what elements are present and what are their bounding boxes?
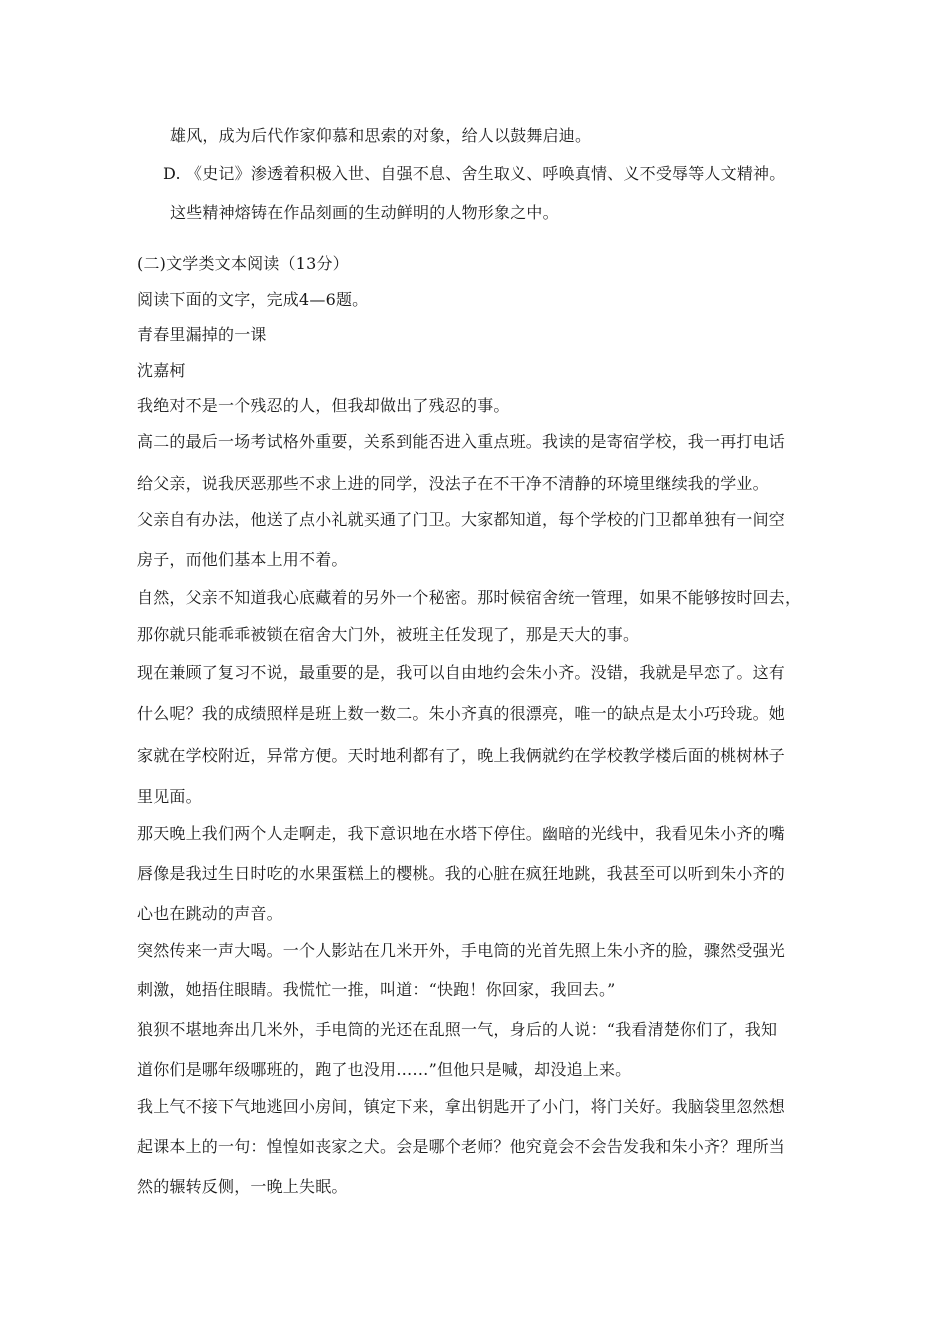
- section-heading: (二)文学类文本阅读（13分）: [137, 254, 349, 273]
- story-author: 沈嘉柯: [137, 361, 186, 380]
- story-title: 青春里漏掉的一课: [137, 325, 267, 344]
- story-line: 我绝对不是一个残忍的人，但我却做出了残忍的事。: [137, 396, 510, 415]
- story-line: 高二的最后一场考试格外重要，关系到能否进入重点班。我读的是寄宿学校，我一再打电话: [137, 432, 786, 451]
- story-line: 那你就只能乖乖被锁在宿舍大门外，被班主任发现了，那是天大的事。: [137, 625, 640, 644]
- option-d-line-2: 这些精神熔铸在作品刻画的生动鲜明的人物形象之中。: [170, 203, 559, 222]
- story-line: 我上气不接下气地逃回小房间，镇定下来，拿出钥匙开了小门，将门关好。我脑袋里忽然想: [137, 1097, 786, 1116]
- reading-instruction: 阅读下面的文字，完成4—6题。: [137, 290, 369, 309]
- story-line: 起课本上的一句：惶惶如丧家之犬。会是哪个老师？他究竟会不会告发我和朱小齐？理所当: [137, 1137, 786, 1156]
- story-line: 唇像是我过生日时吃的水果蛋糕上的樱桃。我的心脏在疯狂地跳，我甚至可以听到朱小齐的: [137, 864, 786, 883]
- story-line: 给父亲，说我厌恶那些不求上进的同学，没法子在不干净不清静的环境里继续我的学业。: [137, 474, 769, 493]
- option-c-continued: 雄风，成为后代作家仰慕和思索的对象，给人以鼓舞启迪。: [170, 126, 592, 145]
- story-line: 刺激，她捂住眼睛。我慌忙一推，叫道：“快跑！你回家，我回去。”: [137, 980, 616, 999]
- story-line: 狼狈不堪地奔出几米外，手电筒的光还在乱照一气，身后的人说：“我看清楚你们了，我知: [137, 1020, 778, 1039]
- story-line: 现在兼顾了复习不说，最重要的是，我可以自由地约会朱小齐。没错，我就是早恋了。这有: [137, 663, 786, 682]
- story-line: 突然传来一声大喝。一个人影站在几米开外，手电筒的光首先照上朱小齐的脸，骤然受强光: [137, 941, 786, 960]
- story-line: 自然，父亲不知道我心底藏着的另外一个秘密。那时候宿舍统一管理，如果不能够按时回去，: [137, 588, 802, 607]
- story-line: 道你们是哪年级哪班的，跑了也没用……”但他只是喊，却没追上来。: [137, 1060, 632, 1079]
- story-line: 心也在跳动的声音。: [137, 904, 283, 923]
- story-line: 里见面。: [137, 787, 202, 806]
- option-d-line-1: D. 《史记》渗透着积极入世、自强不息、舍生取义、呼唤真情、义不受辱等人文精神。: [163, 164, 786, 183]
- story-line: 然的辗转反侧，一晚上失眠。: [137, 1177, 348, 1196]
- story-line: 那天晚上我们两个人走啊走，我下意识地在水塔下停住。幽暗的光线中，我看见朱小齐的嘴: [137, 824, 786, 843]
- story-line: 父亲自有办法，他送了点小礼就买通了门卫。大家都知道，每个学校的门卫都单独有一间空: [137, 510, 786, 529]
- story-line: 家就在学校附近，异常方便。天时地利都有了，晚上我俩就约在学校教学楼后面的桃树林子: [137, 746, 786, 765]
- story-line: 什么呢？我的成绩照样是班上数一数二。朱小齐真的很漂亮，唯一的缺点是太小巧玲珑。她: [137, 704, 786, 723]
- story-line: 房子，而他们基本上用不着。: [137, 550, 348, 569]
